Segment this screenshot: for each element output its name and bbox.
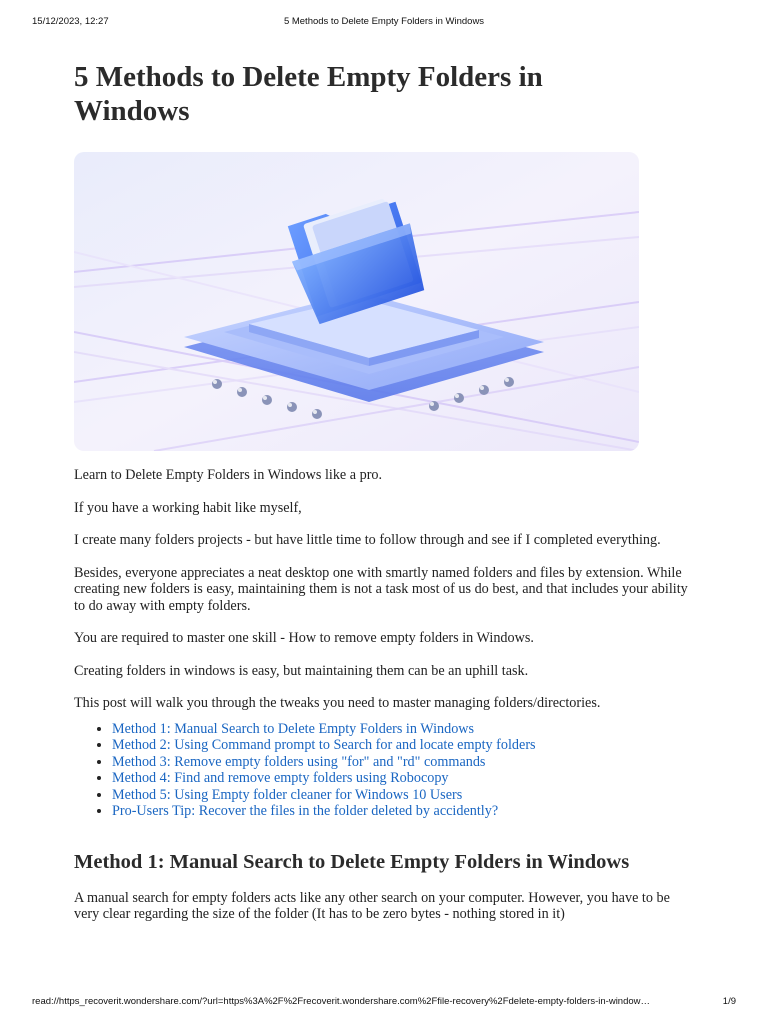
toc-link-method-5[interactable]: Method 5: Using Empty folder cleaner for Windows 10 Users	[112, 786, 463, 803]
folder-on-chip-illustration-icon	[74, 152, 639, 451]
print-footer	[0, 996, 768, 1010]
toc-link-method-2[interactable]: Method 2: Using Command prompt to Search for and locate empty folders	[112, 737, 536, 753]
print-page-title: 5 Methods to Delete Empty Folders in Windows	[283, 16, 485, 27]
toc-link-method-3[interactable]: Method 3: Remove empty folders using "for" and "rd" commands	[112, 753, 486, 770]
toc-link-pro-tip[interactable]: Pro-Users Tip: Recover the files in the folder deleted by accidently?	[112, 803, 499, 819]
intro-paragraph: Besides, everyone appreciates a neat desktop one with smartly named folders and files by extension. While creating new folders is easy, maintaining them is not a task most of us do best, and that includes your ability to do away with empty folders.	[74, 564, 688, 614]
toc-link-method-4[interactable]: Method 4: Find and remove empty folders using Robocopy	[112, 770, 449, 786]
table-of-contents	[74, 721, 698, 820]
section-paragraph: A manual search for empty folders acts like any other search on your computer. However, you have to be very clear regarding the size of the folder (It has to be zero bytes - nothing stored in it)	[74, 889, 670, 922]
print-header	[0, 16, 768, 30]
intro-paragraph: I create many folders projects - but have little time to follow through and see if I completed everything.	[74, 532, 661, 548]
article	[74, 60, 698, 923]
toc-item	[112, 737, 698, 754]
toc-item	[112, 770, 698, 787]
print-page-number: 1/9	[722, 996, 736, 1007]
intro-paragraph: If you have a working habit like myself,	[74, 499, 302, 516]
toc-item	[112, 754, 698, 771]
intro-paragraph: This post will walk you through the tweaks you need to master managing folders/directories.	[74, 695, 601, 711]
toc-item	[112, 803, 698, 820]
article-title: 5 Methods to Delete Empty Folders in Windows	[74, 61, 543, 127]
print-url: read://https_recoverit.wondershare.com/?url=https%3A%2F%2Frecoverit.wondershare.com%2Ffile-recovery%2Fdelete-empty-folders-in-window…	[32, 996, 651, 1007]
intro-paragraph: Learn to Delete Empty Folders in Windows like a pro.	[74, 467, 383, 483]
toc-item	[112, 787, 698, 804]
intro-paragraph: You are required to master one skill - How to remove empty folders in Windows.	[74, 630, 534, 646]
toc-link-method-1[interactable]: Method 1: Manual Search to Delete Empty Folders in Windows	[112, 720, 475, 737]
intro-paragraph: Creating folders in windows is easy, but maintaining them can be an uphill task.	[74, 662, 529, 679]
section-heading-method-1: Method 1: Manual Search to Delete Empty Folders in Windows	[74, 850, 630, 873]
toc-item	[112, 721, 698, 738]
article-body	[74, 467, 698, 923]
print-datetime: 15/12/2023, 12:27	[32, 16, 109, 27]
hero-image	[74, 152, 639, 451]
